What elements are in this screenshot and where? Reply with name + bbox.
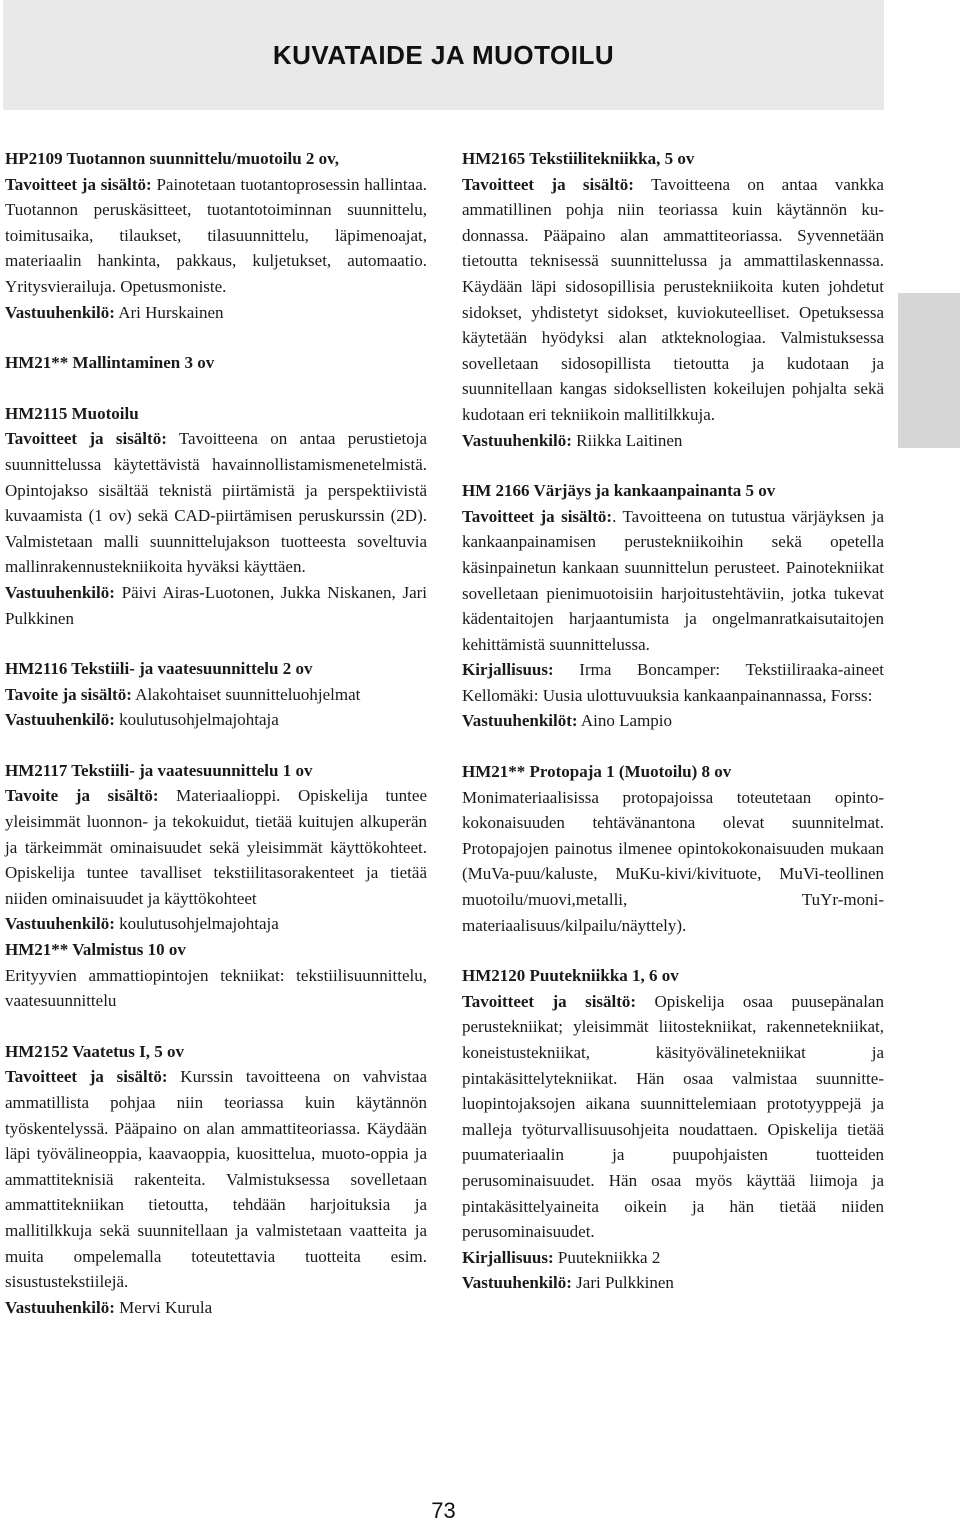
field-label: Vastuuhenkilö: [5, 1297, 115, 1317]
course-section [5, 656, 427, 733]
field-label: Tavoitteet ja sisältö: [462, 174, 634, 194]
course-paragraph [5, 963, 427, 1014]
field-text: Alakohtaiset suunnitteluohjelmat [131, 684, 361, 704]
course-section [5, 1039, 427, 1321]
left-column [5, 146, 427, 1345]
course-paragraph [462, 1270, 884, 1296]
field-label: Tavoitteet ja sisältö: [462, 506, 613, 526]
course-paragraph [5, 911, 427, 937]
field-text: . Tavoitteena on tutustua värjäyksen ja kankaanpainamisen perustekniikoihin sekä opetella käsinpainetun kankaan suunnittelun perusteet. Painotekniikat sovelletaan pienimuotoisiin harjoitustehtäviin, jotka tukevat kädentaitojen harjaantumista ja ongelmanratkaisutaitojen kehittämistä suunnittelussa. [462, 506, 884, 654]
course-heading: HM2116 Tekstiili- ja vaatesuunnittelu 2 ov [5, 659, 313, 679]
course-heading: HM2120 Puutekniikka 1, 6 ov [462, 966, 679, 986]
field-label: Vastuuhenkilö: [5, 582, 115, 602]
course-section [5, 758, 427, 937]
course-section [462, 759, 884, 938]
course-paragraph [5, 783, 427, 911]
course-heading: HM 2166 Värjäys ja kankaanpainanta 5 ov [462, 481, 776, 501]
course-paragraph [5, 300, 427, 326]
course-paragraph [462, 989, 884, 1245]
field-text: Painotetaan tuotantoprosessin hallintaa. Tuotannon peruskäsitteet, tuotantotoiminnan suunnittelu, toimitusaika, tilaukset, tilasuunnittelu, läpimenoajat, materiaalin hankinta, pakkaus, kuljetukset, automaatio. Yritysvierailuja. Opetusmoniste. [5, 174, 427, 296]
field-text: Aino Lampio [577, 711, 673, 731]
field-label: Vastuuhenkilö: [5, 302, 115, 322]
course-heading: HM2115 Muotoilu [5, 403, 139, 423]
course-paragraph [462, 428, 884, 454]
course-section [5, 401, 427, 631]
course-section [462, 146, 884, 453]
field-text: Erityyvien ammattiopintojen tekniikat: tekstiilisuunnittelu, vaatesuunnittelu [5, 965, 427, 1011]
right-column [462, 146, 884, 1321]
field-text: Irma Boncamper: Tekstiiliraaka-aineet Kellomäki: Uusia ulottuvuuksia kankaanpainannassa, Forss: [462, 660, 884, 705]
field-label: Vastuuhenkilö: [5, 710, 115, 730]
field-text: Mervi Kurula [114, 1297, 213, 1317]
field-label: Vastuuhenkilö: [462, 430, 572, 450]
field-text: Tavoitteena on antaa vankka ammatillinen pohja niin teoriassa kuin käytännön kudonnassa. Pääpaino alan ammattiteoriassa. Syvennetään tietoutta teknisessä suunnittelussa ja ammattilaskennassa. Käydään läpi sidosopillisia perustekniikoita kuten johdetut sidokset, yhdistetyt sidokset, kuviokuteelliset. Opetuksessa käytetään hyödyksi alan atkteknologiaa. Valmistuksessa sovelletaan sidosopillista tietoutta ja kudotaan ja suunnitellaan kangas sidoksellisten kokeilujen pohjalta sekä kudotaan eri tekniikoin mallitilkkuja. [462, 174, 884, 424]
field-label: Tavoitteet ja sisältö: [5, 1067, 168, 1087]
side-tab-marker [898, 293, 960, 448]
course-paragraph [462, 785, 884, 939]
field-label: Vastuuhenkilö: [5, 914, 115, 934]
course-heading: HM21** Valmistus 10 ov [5, 940, 186, 960]
course-heading: HM2117 Tekstiili- ja vaatesuunnittelu 1 ov [5, 760, 313, 780]
field-text: Tavoitteena on antaa perustietoja suunnittelussa käytettävistä havainnollistamismenetelmistä. Opintojakso sisältää teknistä piirtämistä ja perspektiivistä kuvaamista (1 ov) sekä CAD-piirtämisen peruskurssin (2D). Valmistetaan malli suunnittelujakson tuotteesta soveltuvia mallinrakennustekniikoita hyväksi käyttäen. [5, 429, 427, 577]
course-paragraph [462, 172, 884, 428]
field-label: Tavoite ja sisältö: [5, 786, 159, 806]
course-section [5, 937, 427, 1014]
course-paragraph [5, 682, 427, 708]
course-paragraph [462, 708, 884, 734]
page-title: KUVATAIDE JA MUOTOILU [272, 40, 615, 70]
course-heading: HM2152 Vaatetus I, 5 ov [5, 1041, 184, 1061]
course-section [5, 350, 427, 376]
course-paragraph [5, 707, 427, 733]
course-section [462, 478, 884, 734]
field-label: Vastuuhenkilöt: [462, 711, 578, 731]
course-paragraph [5, 1295, 427, 1321]
course-heading: HM21** Protopaja 1 (Muotoilu) 8 ov [462, 762, 732, 782]
field-text: Kurssin tavoitteena on vahvistaa ammatillista pohjaa niin teoriassa kuin käytännön työskentelyssä. Pääpaino on alan ammattiteoriassa. Käydään läpi työvälineoppia, kaavaoppia, kuosittelua, muoto-oppia ja ammattiteknisiä rakenteita. Valmistuksessa sovelletaan ammattitekniikan tietoutta, tehdään harjoituksia ja mallitilkkuja sekä suunnitellaan ja valmistetaan vaatteita ja muita ompelemalla toteutettavia tuotteita esim. sisustustekstiilejä. [5, 1067, 427, 1292]
field-text: koulutusohjelmajohtaja [114, 914, 279, 934]
course-paragraph [5, 580, 427, 631]
field-text: Opiskelija osaa puusepänalan perustekniikat; yleisimmät liitostekniikat, rakennetekniikat, koneistustekniikat, käsityövälinetekniikat ja pintakäsittelytekniikat. Hän osaa valmistaa suunnitteluopintojaksojen aikana suunnittelemiaan prototyyppejä ja malleja työturvallisuusohjeita noudattaen. Opiskelija tietää puumateriaalin ja puupohjaisten tuotteiden perusominaisuudet. Hän osaa myös käyttää liimoja ja pintakäsittelyaineita oikein ja hän tietää niiden perusominaisuudet. [462, 991, 884, 1242]
field-text: Ari Hurskainen [114, 302, 224, 322]
field-label: Vastuuhenkilö: [462, 1273, 572, 1293]
course-paragraph [5, 426, 427, 580]
field-text: Riikka Laitinen [571, 430, 683, 450]
field-label: Kirjallisuus: [462, 660, 554, 680]
course-section [5, 146, 427, 325]
course-paragraph [462, 1245, 884, 1271]
course-heading: HM2165 Tekstiilitekniikka, 5 ov [462, 149, 695, 168]
field-label: Tavoite ja sisältö: [5, 684, 132, 704]
field-text: Monimateriaalisissa protopajoissa toteutetaan opintokokonaisuuden tehtävänantona olevat suunnitelmat. Protopajojen painotus ilmenee opintokokonaisuuden mukaan (MuVa-puu/kaluste, MuKu-kivi/kivituote, MuVi-teollinen muotoilu/muovi,metalli, TuYr-monimateriaalisuus/kilpailu/näyttely). [462, 787, 884, 935]
field-label: Tavoitteet ja sisältö: [462, 991, 637, 1011]
field-label: Tavoitteet ja sisältö: [5, 429, 167, 449]
page-number: 73 [431, 1498, 456, 1523]
course-paragraph [462, 657, 884, 708]
field-text: Materiaalioppi. Opiskelija tuntee yleisimmät luonnon- ja tekokuidut, tietää kuitujen alkuperän ja tärkeimmät ominaisuudet sekä yleisimmät käyttökohteet. Opiskelija tuntee tavalliset tekstiilitasorakenteet ja tietää niiden ominaisuudet ja käyttökohteet [5, 786, 427, 908]
course-paragraph [462, 504, 884, 658]
field-label: Tavoitteet ja sisältö: [5, 174, 152, 194]
course-heading: HM21** Mallintaminen 3 ov [5, 353, 215, 373]
course-section [462, 963, 884, 1296]
field-text: Jari Pulkkinen [571, 1273, 674, 1293]
field-text: Puutekniikka 2 [553, 1247, 661, 1267]
field-label: Kirjallisuus: [462, 1247, 554, 1267]
field-text: Päivi Airas-Luotonen, Jukka Niskanen, Jari Pulkkinen [5, 582, 427, 628]
course-paragraph [5, 172, 427, 300]
course-paragraph [5, 1064, 427, 1294]
course-heading: HP2109 Tuotannon suunnittelu/muotoilu 2 ov, [5, 149, 339, 168]
field-text: koulutusohjelmajohtaja [114, 710, 279, 730]
